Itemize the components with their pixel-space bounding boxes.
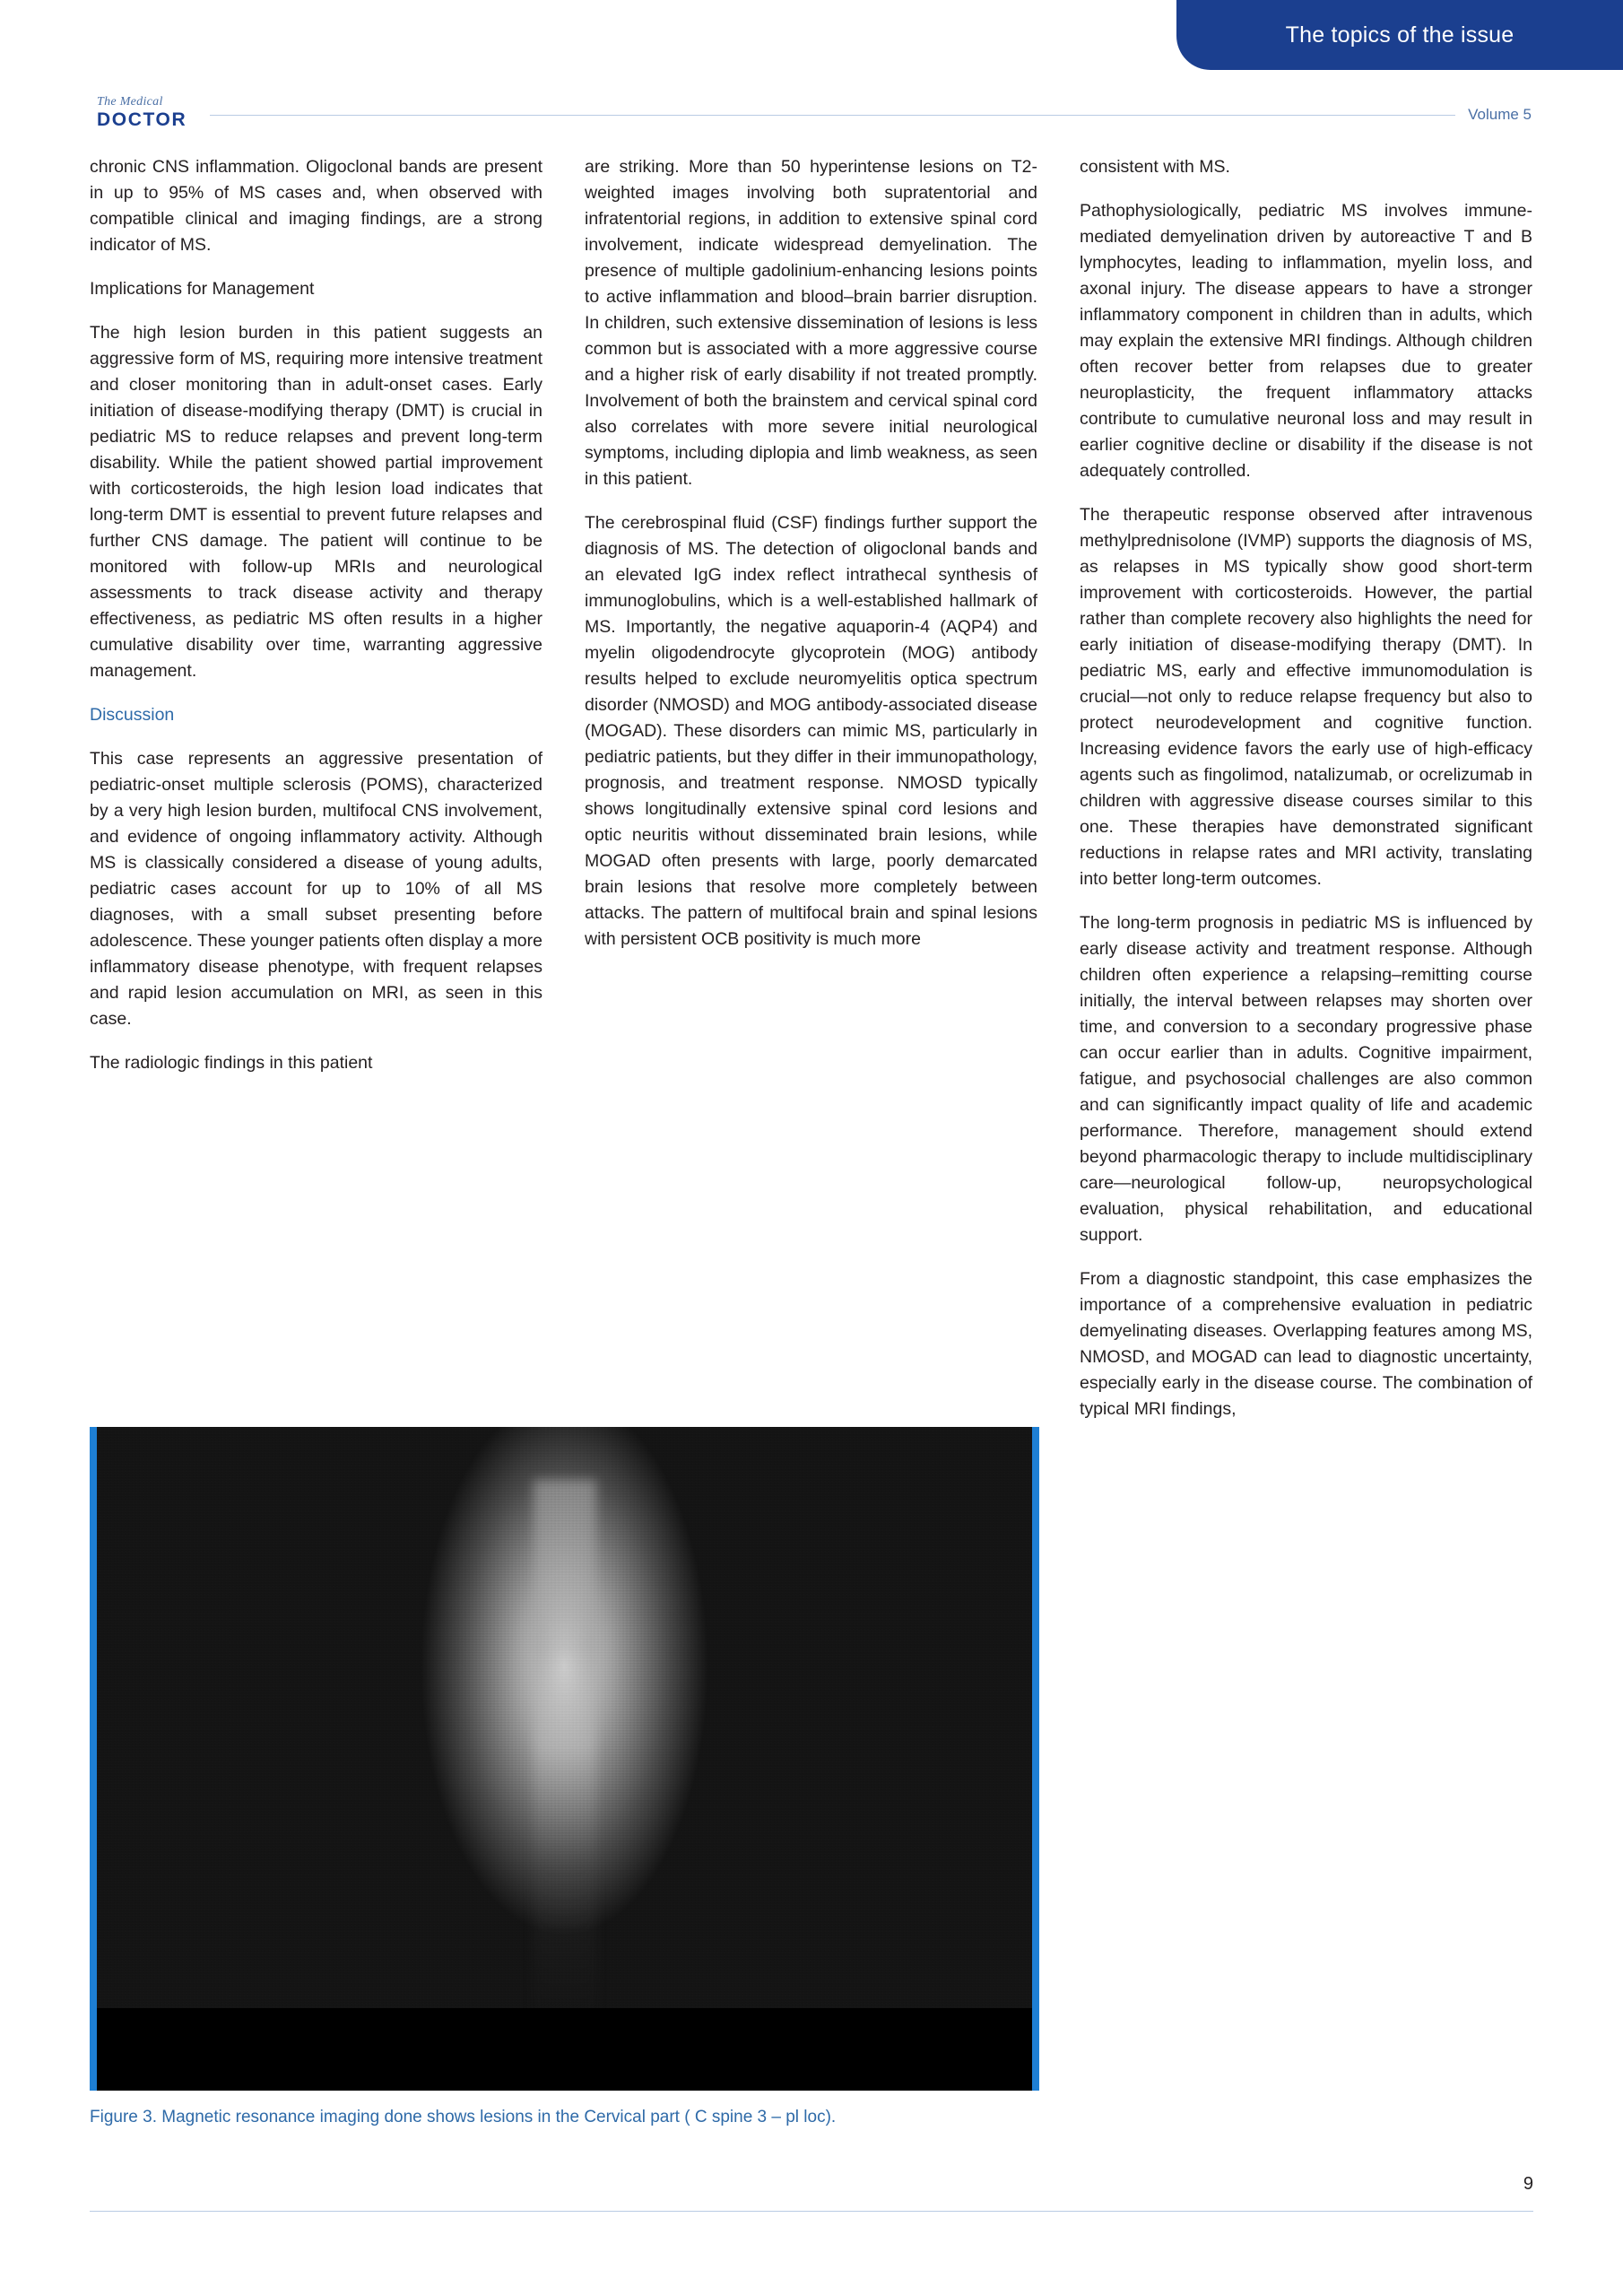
paragraph: chronic CNS inflammation. Oligoclonal bands are present in up to 95% of MS cases and, when observed with compatible clinical and imaging findings, are a strong indicator of MS.: [90, 157, 542, 255]
masthead: [97, 93, 1532, 129]
paragraph: The high lesion burden in this patient suggests an aggressive form of MS, requiring more intensive treatment and closer monitoring than in adult-onset cases. Early initiation of disease-modifying therapy (DMT) is crucial in pediatric MS to reduce relapses and prevent long-term disability. While the patient showed partial improvement with corticosteroids, the high lesion load indicates that long-term DMT is essential to prevent future relapses and further CNS damage. The patient will continue to be monitored with follow-up MRIs and neurological assessments to track disease activity and therapy effectiveness, as pediatric MS often results in a higher cumulative disability over time, warranting aggressive management.: [90, 323, 542, 681]
column-two: [585, 154, 1037, 970]
banner-label: The topics of the issue: [1285, 22, 1515, 48]
masthead-divider: [210, 115, 1532, 116]
figure-3: [90, 1427, 1039, 2130]
topics-of-the-issue-banner: [1176, 0, 1623, 70]
figure-frame: [90, 1427, 1039, 2091]
section-heading-implications: Implications for Management: [90, 279, 315, 299]
section-heading-discussion: Discussion: [90, 705, 175, 725]
journal-logo-subtitle: The Medical: [97, 95, 163, 109]
column-three: [1080, 154, 1532, 1440]
mri-texture-overlay: [97, 1427, 1032, 2091]
paragraph: consistent with MS.: [1080, 157, 1230, 177]
paragraph: The therapeutic response observed after intravenous methylprednisolone (IVMP) supports the diagnosis of MS, as relapses in MS typically show good short-term improvement with corticosteroids. However, the partial rather than complete recovery also highlights the need for early initiation of disease-modifying therapy (DMT). In pediatric MS, early and effective immunomodulation is crucial—not only to reduce relapse frequency but also to protect neurodevelopment and cognitive function. Increasing evidence favors the early use of high-efficacy agents such as fingolimod, natalizumab, or ocrelizumab in children with aggressive disease courses similar to this one. These therapies have demonstrated significant reductions in relapse rates and MRI activity, translating into better long-term outcomes.: [1080, 505, 1532, 889]
footer-divider: [90, 2211, 1533, 2212]
paragraph: From a diagnostic standpoint, this case emphasizes the importance of a comprehensive evaluation in pediatric demyelinating diseases. Overlapping features among MS, NMOSD, and MOGAD can lead to diagnostic uncertainty, especially early in the disease course. The combination of typical MRI findings,: [1080, 1269, 1532, 1419]
paragraph: are striking. More than 50 hyperintense lesions on T2-weighted images involving both supratentorial and infratentorial regions, in addition to extensive spinal cord involvement, indicate widespread demyelination. The presence of multiple gadolinium-enhancing lesions points to active inflammation and blood–brain barrier disruption. In children, such extensive dissemination of lesions is less common but is associated with a more aggressive course and a higher risk of early disability if not treated promptly. Involvement of both the brainstem and cervical spinal cord also correlates with more severe initial neurological symptoms, including diplopia and limb weakness, as seen in this patient.: [585, 157, 1037, 489]
mri-cervical-spine-image: [97, 1427, 1032, 2091]
figure-caption: Figure 3. Magnetic resonance imaging done shows lesions in the Cervical part ( C spine 3 – pl loc).: [90, 2108, 837, 2126]
page-number: 9: [1523, 2174, 1533, 2194]
journal-logo-title: DOCTOR: [97, 109, 187, 130]
volume-label: Volume 5: [1455, 106, 1532, 124]
paragraph: This case represents an aggressive presentation of pediatric-onset multiple sclerosis (POMS), characterized by a very high lesion burden, multifocal CNS involvement, and evidence of ongoing inflammatory activity. Although MS is classically considered a disease of young adults, pediatric cases account for up to 10% of all MS diagnoses, with a small subset presenting before adolescence. These younger patients often display a more inflammatory disease phenotype, with frequent relapses and rapid lesion accumulation on MRI, as seen in this case.: [90, 749, 542, 1029]
paragraph: The radiologic findings in this patient: [90, 1053, 373, 1073]
column-one: [90, 154, 542, 1094]
paragraph: Pathophysiologically, pediatric MS involves immune-mediated demyelination driven by autoreactive T and B lymphocytes, leading to inflammation, myelin loss, and axonal injury. The disease appears to have a stronger inflammatory component in children than in adults, which may explain the extensive MRI findings. Although children often recover better from relapses due to greater neuroplasticity, the frequent inflammatory attacks contribute to cumulative neuronal loss and may result in earlier cognitive decline or disability if the disease is not adequately controlled.: [1080, 201, 1532, 481]
paragraph: The cerebrospinal fluid (CSF) findings further support the diagnosis of MS. The detection of oligoclonal bands and an elevated IgG index reflect intrathecal synthesis of immunoglobulins, which is a well-established hallmark of MS. Importantly, the negative aquaporin-4 (AQP4) and myelin oligodendrocyte glycoprotein (MOG) antibody results helped to exclude neuromyelitis optica spectrum disorder (NMOSD) and MOG antibody-associated disease (MOGAD). These disorders can mimic MS, particularly in pediatric patients, but they differ in their immunopathology, prognosis, and treatment response. NMOSD typically shows longitudinally extensive spinal cord lesions and optic neuritis without disseminated brain lesions, while MOGAD often presents with large, poorly demarcated brain lesions that resolve more completely between attacks. The pattern of multifocal brain and spinal lesions with persistent OCB positivity is much more: [585, 513, 1037, 949]
paragraph: The long-term prognosis in pediatric MS is influenced by early disease activity and treatment response. Although children often experience a relapsing–remitting course initially, the interval between relapses may shorten over time, and conversion to a secondary progressive phase can occur earlier than in adults. Cognitive impairment, fatigue, and psychosocial challenges are also common and can significantly impact quality of life and academic performance. Therefore, management should extend beyond pharmacologic therapy to include multidisciplinary care—neurological follow-up, neuropsychological evaluation, physical rehabilitation, and educational support.: [1080, 913, 1532, 1245]
